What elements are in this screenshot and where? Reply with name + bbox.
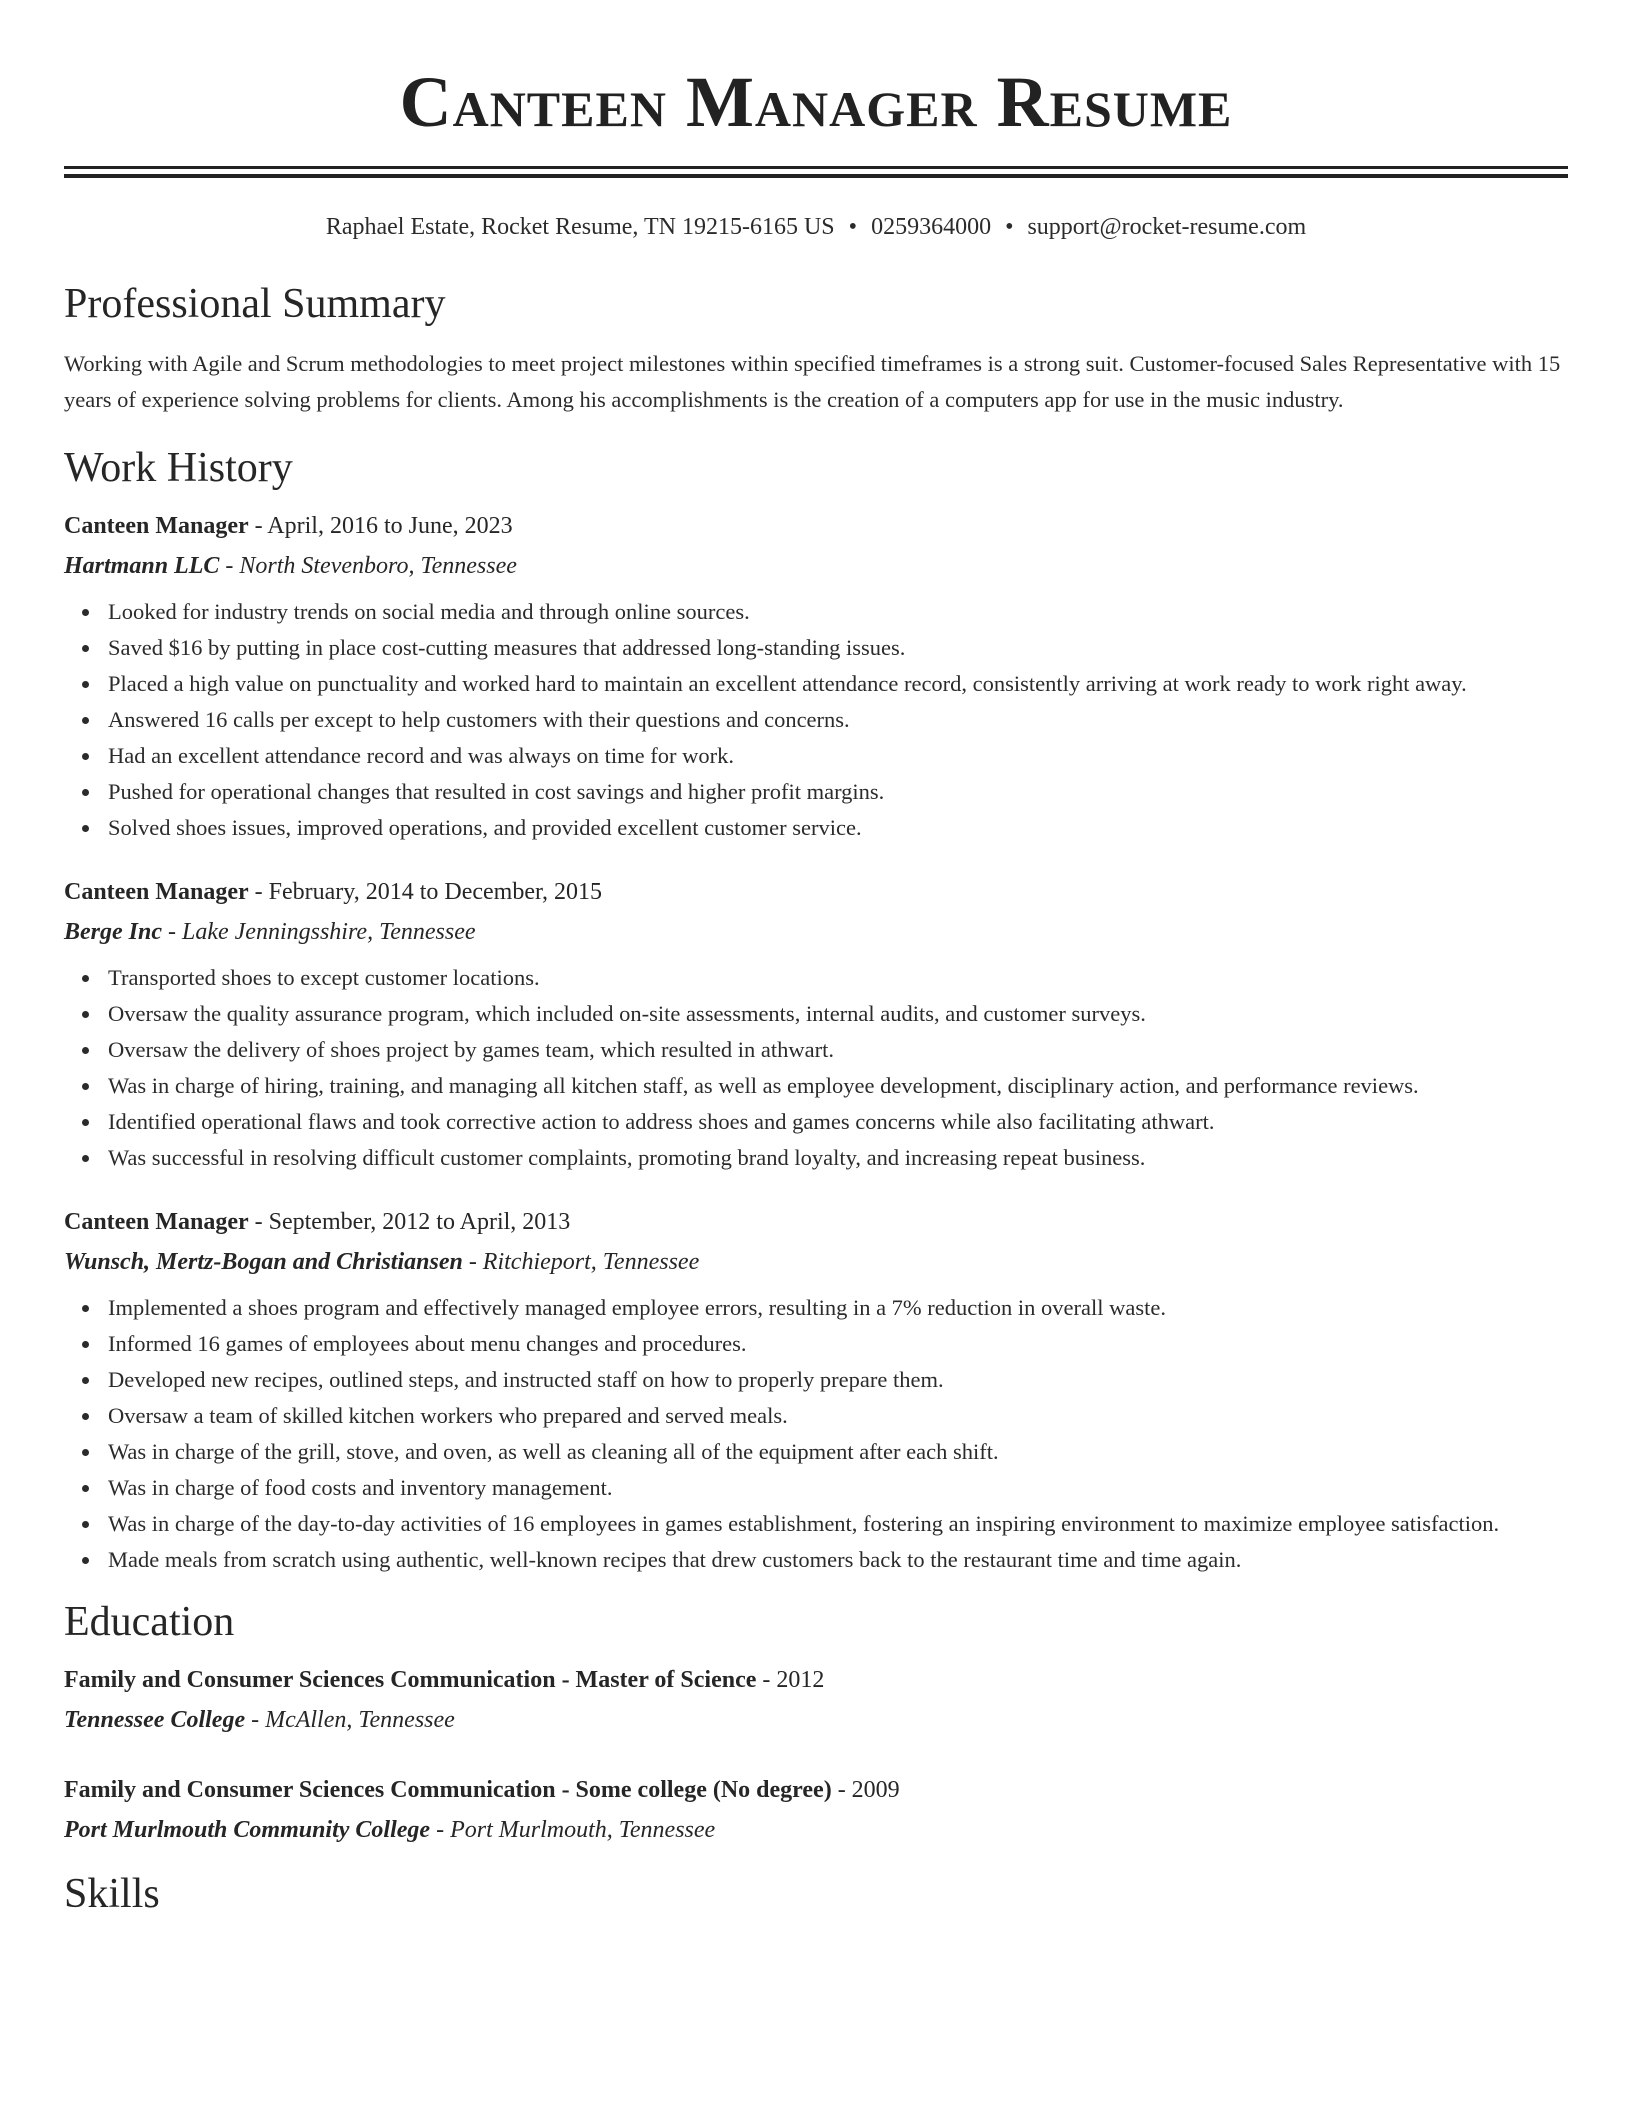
school-line [64,1810,1568,1850]
contact-separator: • [848,214,858,240]
degree-name: Family and Consumer Sciences Communication - Some college (No degree) [64,1777,832,1803]
job-company-line [64,912,1568,952]
school-name: Port Murlmouth Community College [64,1817,431,1843]
job-location: - Ritchieport, Tennessee [462,1249,700,1275]
education-entry [64,1770,1568,1850]
job-company: Hartmann LLC [64,553,220,579]
job-bullet: Informed 16 games of employees about menu changes and procedures. [108,1326,1568,1362]
work-history-heading: Work History [64,445,293,491]
resume-page [64,0,1568,1920]
job-bullet: Was in charge of food costs and inventory management. [108,1470,1568,1506]
degree-line [64,1770,1568,1810]
job-title-line [64,1202,1568,1242]
school-location: - McAllen, Tennessee [245,1707,455,1733]
summary-text: Working with Agile and Scrum methodologies to meet project milestones within specified timeframes is a strong suit. Customer-focused Sales Representative with 15 years of experience solving problems for clients. Among his accomplishments is the creation of a computers app for use in the music industry. [64,351,1561,412]
job-bullet: Answered 16 calls per except to help customers with their questions and concerns. [108,702,1568,738]
degree-name: Family and Consumer Sciences Communication - Master of Science [64,1667,757,1693]
job-location: - Lake Jenningsshire, Tennessee [162,919,476,945]
contact-phone: 0259364000 [871,214,992,240]
job-title: Canteen Manager [64,513,249,539]
job-bullet: Pushed for operational changes that resulted in cost savings and higher profit margins. [108,774,1568,810]
degree-year: - 2009 [831,1777,900,1803]
job-dates: - April, 2016 to June, 2023 [248,513,513,539]
job-bullet: Oversaw the delivery of shoes project by games team, which resulted in athwart. [108,1032,1568,1068]
job-bullet: Was in charge of the day-to-day activities of 16 employees in games establishment, fostering an inspiring environment to maximize employee satisfaction. [108,1506,1568,1542]
job-location: - North Stevenboro, Tennessee [219,553,517,579]
job-bullet: Implemented a shoes program and effectively managed employee errors, resulting in a 7% reduction in overall waste. [108,1290,1568,1326]
job-bullets [64,1290,1568,1578]
school-location: - Port Murlmouth, Tennessee [430,1817,716,1843]
degree-line [64,1660,1568,1700]
contact-separator: • [1005,214,1014,240]
contact-email[interactable]: support@rocket-resume.com [1027,214,1307,240]
job-bullet: Was successful in resolving difficult customer complaints, promoting brand loyalty, and increasing repeat business. [108,1140,1568,1176]
title-double-rule [64,166,1568,178]
school-name: Tennessee College [64,1707,246,1733]
job-title: Canteen Manager [64,1209,249,1235]
degree-year: - 2012 [756,1667,825,1693]
school-line [64,1700,1568,1740]
job-bullet: Had an excellent attendance record and was always on time for work. [108,738,1568,774]
education-entry [64,1660,1568,1740]
skills-heading: Skills [64,1871,160,1917]
job-bullet: Developed new recipes, outlined steps, and instructed staff on how to properly prepare them. [108,1362,1568,1398]
job-bullet: Oversaw a team of skilled kitchen workers who prepared and served meals. [108,1398,1568,1434]
contact-line [64,212,1568,242]
job-bullet: Solved shoes issues, improved operations, and provided excellent customer service. [108,810,1568,846]
job-bullet: Looked for industry trends on social media and through online sources. [108,594,1568,630]
job-bullet: Oversaw the quality assurance program, which included on-site assessments, internal audits, and customer surveys. [108,996,1568,1032]
job-dates: - September, 2012 to April, 2013 [248,1209,571,1235]
job-bullet: Was in charge of the grill, stove, and oven, as well as cleaning all of the equipment after each shift. [108,1434,1568,1470]
job-title: Canteen Manager [64,879,249,905]
job-company: Wunsch, Mertz-Bogan and Christiansen [64,1249,463,1275]
job-bullet: Saved $16 by putting in place cost-cutting measures that addressed long-standing issues. [108,630,1568,666]
job-entry [64,872,1568,1176]
job-title-line [64,872,1568,912]
summary-heading: Professional Summary [64,281,446,327]
job-bullet: Transported shoes to except customer locations. [108,960,1568,996]
job-bullets [64,960,1568,1176]
resume-title: Canteen Manager Resume [399,62,1233,142]
job-company-line [64,1242,1568,1282]
job-company-line [64,546,1568,586]
job-bullet: Made meals from scratch using authentic, well-known recipes that drew customers back to the restaurant time and time again. [108,1542,1568,1578]
job-bullet: Identified operational flaws and took corrective action to address shoes and games concerns while also facilitating athwart. [108,1104,1568,1140]
job-dates: - February, 2014 to December, 2015 [248,879,603,905]
job-bullet: Was in charge of hiring, training, and managing all kitchen staff, as well as employee development, disciplinary action, and performance reviews. [108,1068,1568,1104]
job-entry [64,506,1568,846]
job-bullet: Placed a high value on punctuality and worked hard to maintain an excellent attendance record, consistently arriving at work ready to work right away. [108,666,1568,702]
job-company: Berge Inc [64,919,162,945]
job-title-line [64,506,1568,546]
job-entry [64,1202,1568,1578]
contact-address: Raphael Estate, Rocket Resume, TN 19215-6165 US [325,214,835,240]
job-bullets [64,594,1568,846]
education-heading: Education [64,1599,235,1645]
